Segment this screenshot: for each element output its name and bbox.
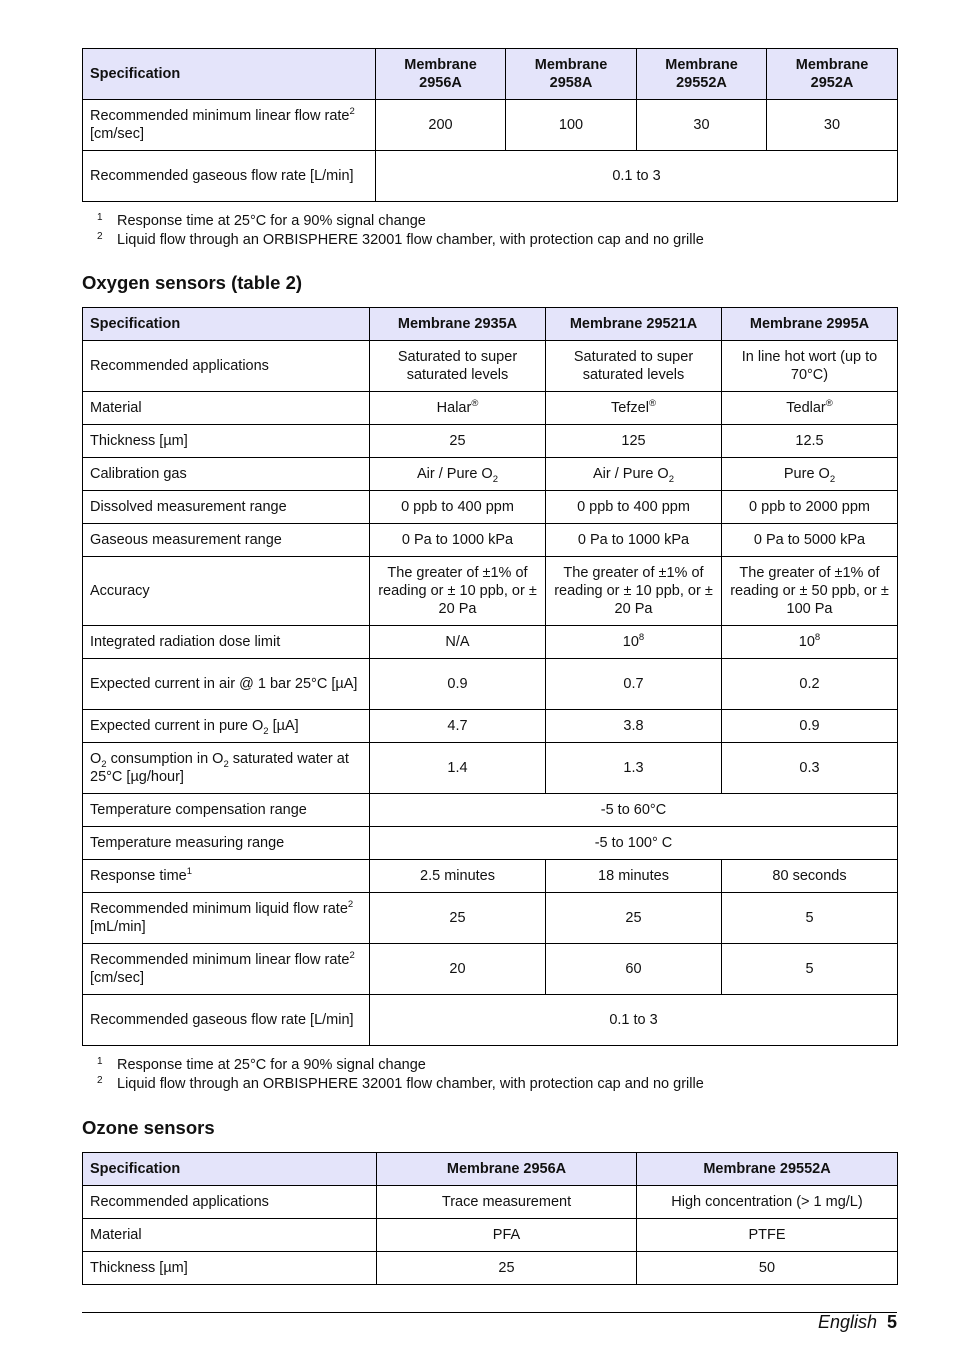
cell-value: 100 <box>506 100 637 151</box>
cell-value: 125 <box>546 425 722 458</box>
row-label: Recommended minimum linear flow rate$^2$ [cm/sec] <box>83 100 376 151</box>
column-header: Specification <box>83 49 376 100</box>
cell-value: 12.5 <box>722 425 898 458</box>
table-row <box>83 860 898 893</box>
row-label: Recommended gaseous flow rate [L/min] <box>83 995 370 1046</box>
cell-value: 0 Pa to 1000 kPa <box>546 524 722 557</box>
table-row <box>83 626 898 659</box>
cell-value: 0.1 to 3 <box>370 995 898 1046</box>
row-label: Integrated radiation dose limit <box>83 626 370 659</box>
cell-value: 0 ppb to 2000 ppm <box>722 491 898 524</box>
cell-value: 0 Pa to 1000 kPa <box>370 524 546 557</box>
table-row <box>83 1186 898 1219</box>
cell-value: In line hot wort (up to 70°C) <box>722 341 898 392</box>
footnote: 1 Response time at 25°C for a 90% signal change <box>97 212 426 229</box>
page-footer <box>818 1312 897 1333</box>
table-row <box>83 458 898 491</box>
cell-value: 3.8 <box>546 710 722 743</box>
table-row <box>83 491 898 524</box>
cell-value: 50 <box>637 1252 898 1285</box>
table-header-row <box>83 1153 898 1186</box>
cell-value: 2.5 minutes <box>370 860 546 893</box>
cell-value: Trace measurement <box>377 1186 637 1219</box>
table-row <box>83 151 898 202</box>
section-heading-ozone: Ozone sensors <box>82 1117 215 1138</box>
cell-value: 5 <box>722 893 898 944</box>
cell-value: 0.1 to 3 <box>376 151 898 202</box>
table-row <box>83 1252 898 1285</box>
cell-value: 30 <box>637 100 767 151</box>
table-header-row <box>83 49 898 100</box>
cell-value: PTFE <box>637 1219 898 1252</box>
table-row <box>83 944 898 995</box>
footer-divider <box>82 1312 897 1313</box>
table-row <box>83 1219 898 1252</box>
ozone-sensors-table <box>82 1152 898 1285</box>
cell-value: 20 <box>370 944 546 995</box>
footnote: 2 Liquid flow through an ORBISPHERE 32001 flow chamber, with protection cap and no grille <box>97 231 704 248</box>
column-header: Specification <box>83 308 370 341</box>
row-label: Material <box>83 392 370 425</box>
cell-value: 25 <box>377 1252 637 1285</box>
row-label: Dissolved measurement range <box>83 491 370 524</box>
cell-value: 30 <box>767 100 898 151</box>
footer-language: English <box>817 1312 877 1332</box>
membrane-table-continued <box>82 48 898 202</box>
cell-value: 25 <box>370 425 546 458</box>
column-header: Membrane 2995A <box>722 308 898 341</box>
cell-value: 0 ppb to 400 ppm <box>370 491 546 524</box>
row-label: Calibration gas <box>83 458 370 491</box>
cell-value: 1.4 <box>370 743 546 794</box>
table-row <box>83 557 898 626</box>
table-row <box>83 710 898 743</box>
table-row <box>83 392 898 425</box>
row-label: Recommended gaseous flow rate [L/min] <box>83 151 376 202</box>
footnote: 2 Liquid flow through an ORBISPHERE 32001 flow chamber, with protection cap and no grille <box>97 1075 704 1092</box>
cell-value: 5 <box>722 944 898 995</box>
table-row <box>83 659 898 710</box>
column-header: Membrane 2956A <box>376 49 506 100</box>
cell-value: 18 minutes <box>546 860 722 893</box>
row-label: Expected current in air @ 1 bar 25°C [µA] <box>83 659 370 710</box>
row-label: Gaseous measurement range <box>83 524 370 557</box>
cell-value: 0 Pa to 5000 kPa <box>722 524 898 557</box>
cell-value: Halar® <box>370 392 546 425</box>
row-label: Recommended minimum linear flow rate$^2$ [cm/sec] <box>83 944 370 995</box>
table-row <box>83 425 898 458</box>
cell-value: 0.7 <box>546 659 722 710</box>
row-label: Accuracy <box>83 557 370 626</box>
cell-value: N/A <box>370 626 546 659</box>
cell-value: The greater of ±1% of reading or ± 50 ppb, or ± 100 Pa <box>722 557 898 626</box>
cell-value: Air / Pure $O_2$ <box>546 458 722 491</box>
cell-value: 0.3 <box>722 743 898 794</box>
cell-value: -5 to 100° C <box>370 827 898 860</box>
footnote: 1 Response time at 25°C for a 90% signal change <box>97 1056 426 1073</box>
cell-value: 0 ppb to 400 ppm <box>546 491 722 524</box>
table-row <box>83 893 898 944</box>
table-row <box>83 827 898 860</box>
row-label: Temperature measuring range <box>83 827 370 860</box>
row-label: Recommended applications <box>83 341 370 392</box>
cell-value: 1.3 <box>546 743 722 794</box>
row-label: $O_2$ consumption in $O_2$ saturated water at 25°C [µg/hour] <box>83 743 370 794</box>
cell-value: $10^8$ <box>546 626 722 659</box>
cell-value: 4.7 <box>370 710 546 743</box>
column-header: Membrane 2956A <box>377 1153 637 1186</box>
cell-value: The greater of ±1% of reading or ± 10 ppb, or ± 20 Pa <box>546 557 722 626</box>
column-header: Membrane 2935A <box>370 308 546 341</box>
row-label: Temperature compensation range <box>83 794 370 827</box>
cell-value: Saturated to super saturated levels <box>370 341 546 392</box>
column-header: Specification <box>83 1153 377 1186</box>
table-row <box>83 341 898 392</box>
row-label: Material <box>83 1219 377 1252</box>
cell-value: Saturated to super saturated levels <box>546 341 722 392</box>
cell-value: -5 to 60°C <box>370 794 898 827</box>
column-header: Membrane 2952A <box>767 49 898 100</box>
row-label: Thickness [µm] <box>83 425 370 458</box>
row-label: Response time$^1$ <box>83 860 370 893</box>
table-row <box>83 524 898 557</box>
row-label: Expected current in pure $O_2$ [µA] <box>83 710 370 743</box>
cell-value: 80 seconds <box>722 860 898 893</box>
cell-value: 60 <box>546 944 722 995</box>
table-row <box>83 794 898 827</box>
cell-value: The greater of ±1% of reading or ± 10 ppb, or ± 20 Pa <box>370 557 546 626</box>
cell-value: PFA <box>377 1219 637 1252</box>
cell-value: High concentration (> 1 mg/L) <box>637 1186 898 1219</box>
cell-value: 25 <box>546 893 722 944</box>
section-heading-oxygen: Oxygen sensors (table 2) <box>82 272 303 293</box>
row-label: Thickness [µm] <box>83 1252 377 1285</box>
column-header: Membrane 29552A <box>637 1153 898 1186</box>
row-label: Recommended applications <box>83 1186 377 1219</box>
oxygen-sensors-table <box>82 307 898 1046</box>
cell-value: Tefzel® <box>546 392 722 425</box>
cell-value: 0.9 <box>370 659 546 710</box>
column-header: Membrane 29521A <box>546 308 722 341</box>
table-header-row <box>83 308 898 341</box>
page-number: 5 <box>886 1312 897 1332</box>
table-row <box>83 100 898 151</box>
column-header: Membrane 2958A <box>506 49 637 100</box>
table-row <box>83 995 898 1046</box>
cell-value: Air / Pure $O_2$ <box>370 458 546 491</box>
row-label: Recommended minimum liquid flow rate$^2$ [mL/min] <box>83 893 370 944</box>
cell-value: 0.2 <box>722 659 898 710</box>
column-header: Membrane 29552A <box>637 49 767 100</box>
cell-value: $10^8$ <box>722 626 898 659</box>
cell-value: 0.9 <box>722 710 898 743</box>
table-row <box>83 743 898 794</box>
cell-value: 200 <box>376 100 506 151</box>
cell-value: Pure $O_2$ <box>722 458 898 491</box>
cell-value: 25 <box>370 893 546 944</box>
cell-value: Tedlar® <box>722 392 898 425</box>
